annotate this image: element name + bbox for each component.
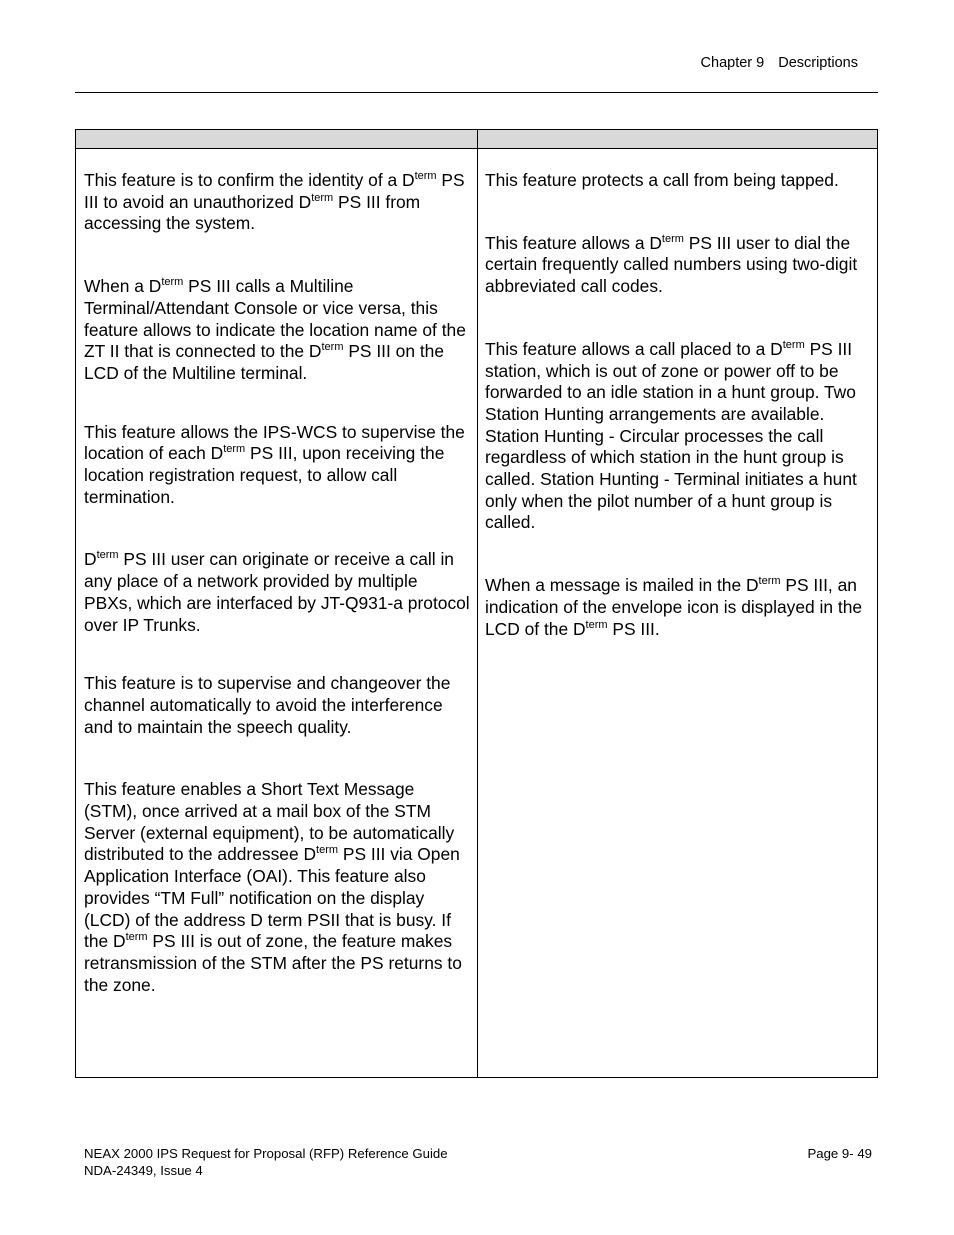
feature-description xyxy=(485,233,873,298)
feature-description xyxy=(485,339,873,534)
feature-description xyxy=(485,170,873,192)
superscript-term: term xyxy=(161,276,184,289)
text-segment: When a message is mailed in the D xyxy=(485,575,759,596)
text-segment: This feature protects a call from being tapped. xyxy=(485,170,839,190)
text-segment: This feature allows the IPS-WCS to supervise the location of each D xyxy=(84,421,465,464)
feature-description xyxy=(84,170,470,235)
text-segment: PS III. xyxy=(607,618,660,639)
feature-description xyxy=(485,575,873,640)
text-segment: PS III to avoid an unauthorized D xyxy=(84,170,465,212)
text-segment: PS III on the LCD of the Multiline terminal. xyxy=(84,341,445,383)
text-segment: D xyxy=(84,549,97,570)
superscript-term: term xyxy=(414,170,437,182)
text-segment: PS III station, which is out of zone or power off to be forwarded to an idle station in a hunt group. Two Station Hunting arrangements are available. Station Hunting - Circular processes the call regardless of which station in the hunt group is called. Station Hunting - Terminal initiates a hunt only when the pilot number of a hunt group is called. xyxy=(485,338,857,533)
superscript-term: term xyxy=(316,844,339,857)
right-column xyxy=(485,170,873,640)
superscript-term: term xyxy=(585,618,608,631)
superscript-term: term xyxy=(782,338,805,351)
document-id: NDA-24349, Issue 4 xyxy=(84,1162,203,1178)
page-header xyxy=(701,55,858,71)
text-segment: PS III is out of zone, the feature makes retransmission of the STM after the PS returns to the zone. xyxy=(84,931,462,995)
text-segment: PS III from accessing the system. xyxy=(84,191,421,234)
feature-description xyxy=(84,422,470,509)
superscript-term: term xyxy=(223,443,246,456)
text-segment: This feature enables a Short Text Message (STM), once arrived at a mail box of the STM Server (external equipment), to be automatically distributed to the addressee D xyxy=(84,779,455,865)
text-segment: When a D xyxy=(84,276,162,297)
feature-description xyxy=(84,673,470,738)
superscript-term: term xyxy=(125,931,148,944)
superscript-term: term xyxy=(96,549,119,562)
header-rule xyxy=(75,92,878,93)
feature-table xyxy=(75,129,878,1078)
text-segment: This feature allows a call placed to a D xyxy=(485,338,783,359)
document-title: NEAX 2000 IPS Request for Proposal (RFP) Reference Guide xyxy=(84,1146,448,1161)
text-segment: PS III, an indication of the envelope icon is displayed in the LCD of the D xyxy=(485,575,863,639)
text-segment: This feature is to supervise and changeover the channel automatically to avoid the interference and to maintain the speech quality. xyxy=(84,673,451,737)
text-segment: PS III calls a Multiline Terminal/Attendant Console or vice versa, this feature allows to indicate the location name of the ZT II that is connected to the D xyxy=(84,276,466,362)
text-segment: This feature is to confirm the identity of a D xyxy=(84,170,415,190)
text-segment: PS III user can originate or receive a call in any place of a network provided by multiple PBXs, which are interfaced by JT-Q931-a protocol over IP Trunks. xyxy=(84,549,470,635)
superscript-term: term xyxy=(758,575,781,588)
superscript-term: term xyxy=(311,191,334,204)
text-segment: This feature allows a D xyxy=(485,232,662,253)
left-column xyxy=(84,170,470,996)
feature-description xyxy=(84,549,470,636)
column-divider xyxy=(477,130,478,1077)
chapter-label: Chapter 9 xyxy=(700,55,765,71)
page-footer xyxy=(84,1146,872,1179)
text-segment: PS III user to dial the certain frequently called numbers using two-digit abbreviated call codes. xyxy=(485,232,858,297)
text-segment: PS III via Open Application Interface (OAI). This feature also provides “TM Full” notification on the display (LCD) of the address D term PSII that is busy. If the D xyxy=(84,844,460,952)
superscript-term: term xyxy=(321,341,344,354)
text-segment: PS III, upon receiving the location registration request, to allow call termination. xyxy=(84,443,445,507)
superscript-term: term xyxy=(661,232,684,245)
page-number: Page 9- 49 xyxy=(807,1146,872,1161)
section-label: Descriptions xyxy=(778,55,858,71)
feature-description xyxy=(84,779,470,996)
feature-description xyxy=(84,276,470,385)
